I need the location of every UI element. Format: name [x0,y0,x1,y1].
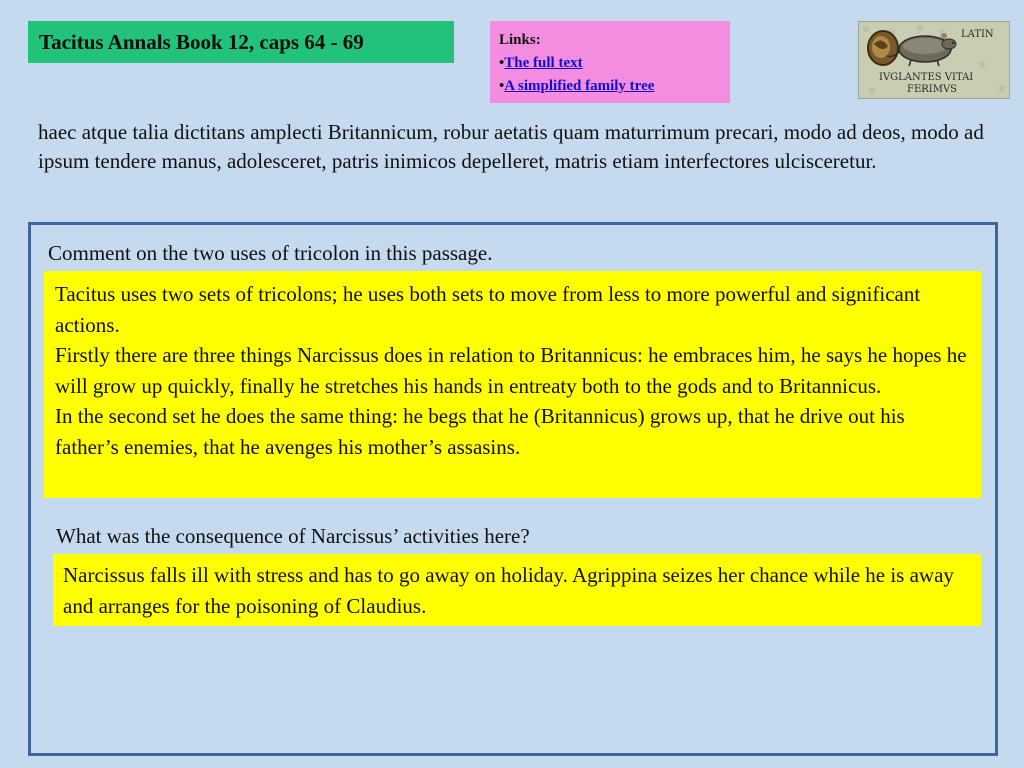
latin-passage: haec atque talia dictitans amplecti Britannicum, robur aetatis quam maturrimum precari, modo ad deos, modo ad ipsum tendere manus, adolesceret, patris inimicos depelleret, matris etiam interfectores ulcisceretur. [38,120,984,173]
family-tree-link[interactable]: A simplified family tree [504,78,655,94]
question-2: What was the consequence of Narcissus’ activities here? [56,524,530,548]
answer-1-paragraph: Firstly there are three things Narcissus does in relation to Britannicus: he embraces him, he says he hopes he will grow up quickly, finally he stretches his hands in entreaty both to the gods and to Britannicus. [55,343,967,398]
logo-line1: LATIN [961,29,994,40]
answer-1-paragraph: Tacitus uses two sets of tricolons; he uses both sets to move from less to more powerful and significant actions. [55,282,921,337]
link-item [499,75,730,98]
links-heading: Links: [499,32,541,48]
bullet: • [499,78,505,94]
latin-logo [858,21,1010,99]
logo-line3: FERIMVS [907,84,958,95]
bullet: • [499,55,505,71]
answer-2: Narcissus falls ill with stress and has to go away on holiday. Agrippina seizes her chance while he is away and arranges for the poisoning of Claudius. [53,554,981,626]
answer-1 [44,271,981,498]
link-item [499,52,730,75]
full-text-link[interactable]: The full text [504,55,583,71]
logo-line2: IVGLANTES VITAI [879,72,974,83]
links-box [490,21,730,103]
slide-title-text: Tacitus Annals Book 12, caps 64 - 69 [39,30,364,54]
slide-title [28,21,454,63]
answer-1-paragraph: In the second set he does the same thing: he begs that he (Britannicus) grows up, that he drive out his father’s enemies, that he avenges his mother’s assasins. [55,404,905,459]
question-1: Comment on the two uses of tricolon in this passage. [48,241,493,265]
mosaic-logo-icon [859,22,1009,98]
